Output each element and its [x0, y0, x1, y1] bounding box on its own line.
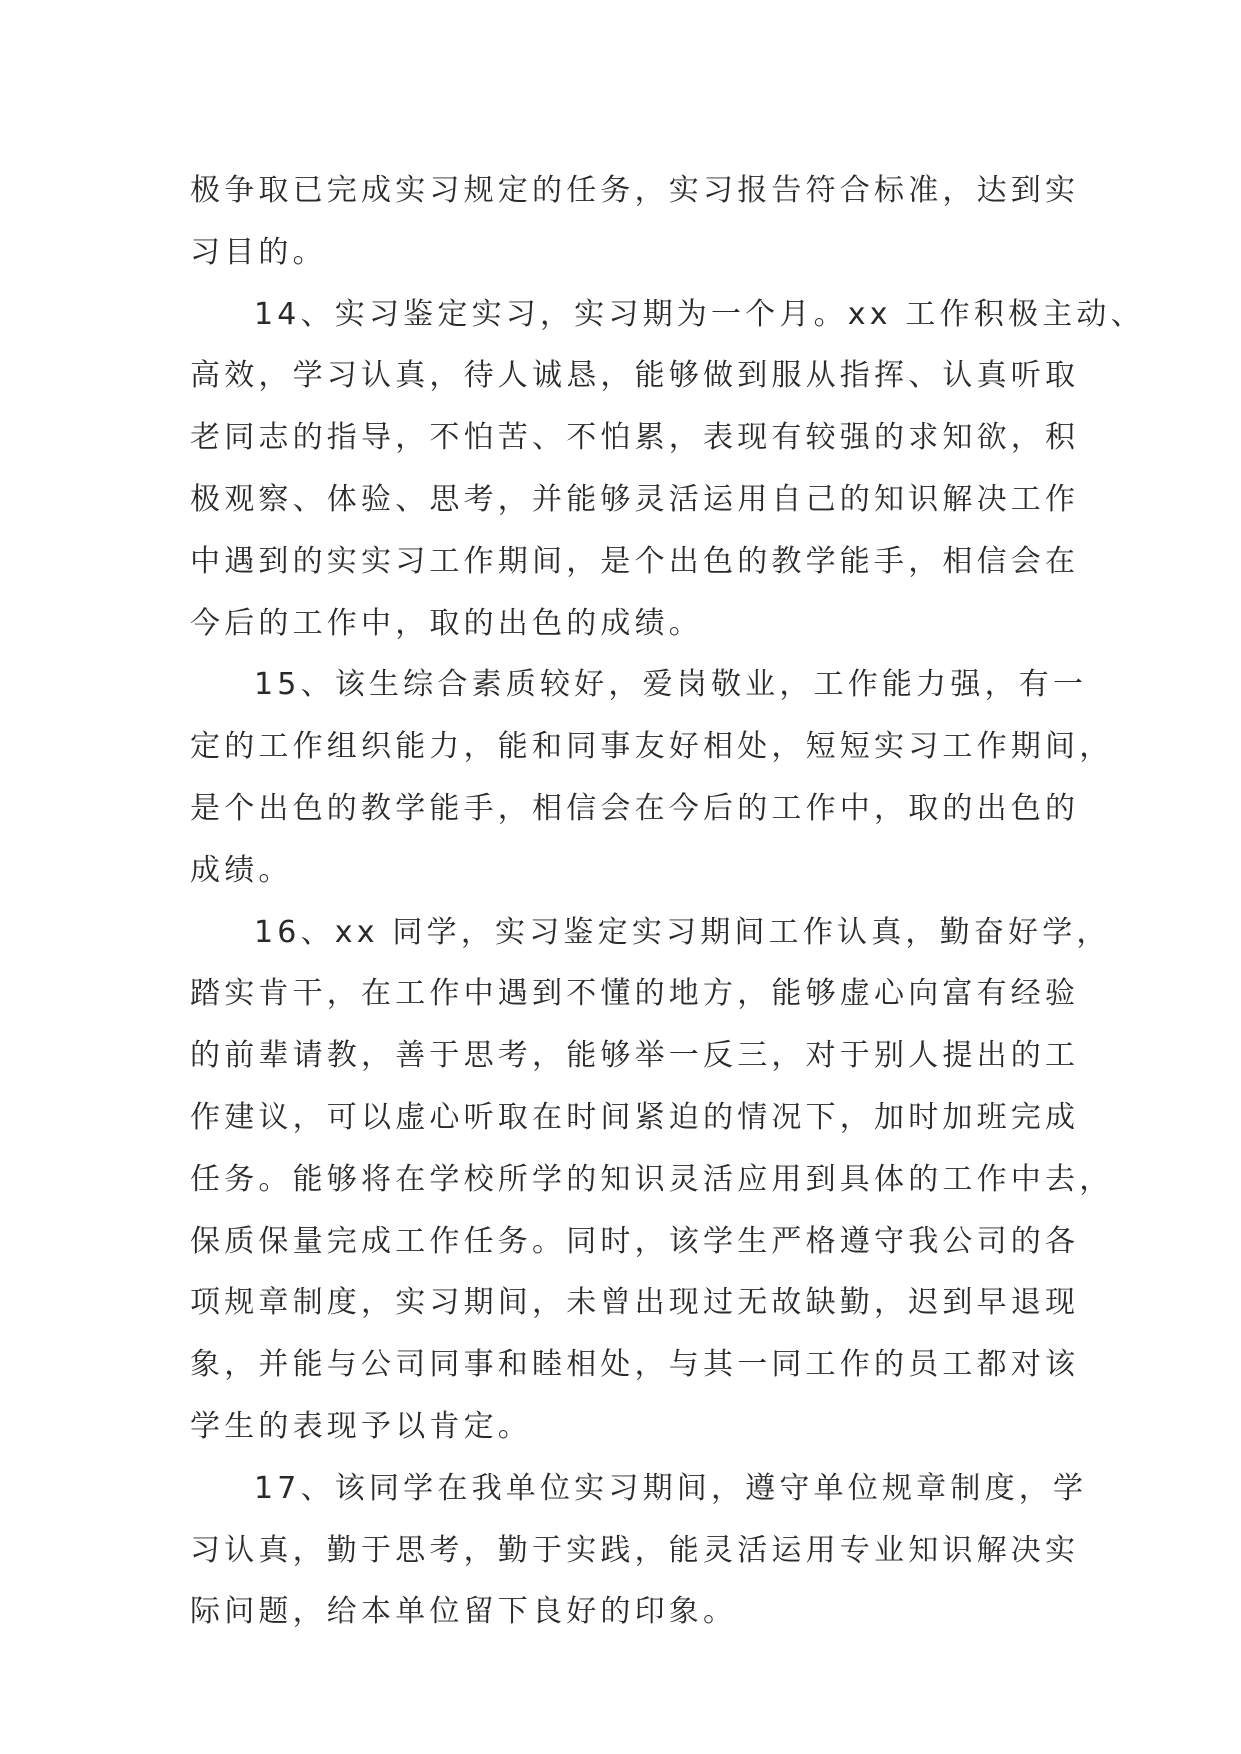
paragraph-first-line: 15、该生综合素质较好，爱岗敬业，工作能力强，有一 — [254, 667, 1088, 703]
text-line: 定的工作组织能力，能和同事友好相处，短短实习工作期间， — [190, 729, 1114, 765]
text-line: 作建议，可以虚心听取在时间紧迫的情况下，加时加班完成 — [190, 1099, 1080, 1135]
text-line: 成绩。 — [190, 852, 293, 888]
text-line: 习认真，勤于思考，勤于实践，能灵活运用专业知识解决实 — [190, 1532, 1080, 1568]
text-line: 保质保量完成工作任务。同时，该学生严格遵守我公司的各 — [190, 1223, 1080, 1259]
text-line: 中遇到的实实习工作期间，是个出色的教学能手，相信会在 — [190, 543, 1080, 579]
text-line: 极争取已完成实习规定的任务，实习报告符合标准，达到实 — [190, 173, 1080, 208]
text-line: 项规章制度，实习期间，未曾出现过无故缺勤，迟到早退现 — [190, 1285, 1080, 1321]
paragraph-first-line: 14、实习鉴定实习，实习期为一个月。xx 工作积极主动、 — [254, 296, 1145, 332]
text-line: 学生的表现予以肯定。 — [190, 1408, 532, 1444]
text-line: 际问题，给本单位留下良好的印象。 — [190, 1594, 738, 1630]
paragraph-first-line: 16、xx 同学，实习鉴定实习期间工作认真，勤奋好学， — [254, 914, 1111, 950]
text-line: 的前辈请教，善于思考，能够举一反三，对于别人提出的工 — [190, 1038, 1080, 1074]
text-line: 高效，学习认真，待人诚恳，能够做到服从指挥、认真听取 — [190, 358, 1080, 394]
text-line: 极观察、体验、思考，并能够灵活运用自己的知识解决工作 — [190, 481, 1080, 517]
document-body — [190, 160, 1145, 1643]
text-line: 老同志的指导，不怕苦、不怕累，表现有较强的求知欲，积 — [190, 420, 1080, 456]
text-line: 踏实肯干，在工作中遇到不懂的地方，能够虚心向富有经验 — [190, 976, 1080, 1012]
text-line: 任务。能够将在学校所学的知识灵活应用到具体的工作中去， — [190, 1161, 1114, 1197]
text-line: 是个出色的教学能手，相信会在今后的工作中，取的出色的 — [190, 790, 1080, 826]
text-line: 习目的。 — [190, 234, 327, 270]
paragraph-first-line: 17、该同学在我单位实习期间，遵守单位规章制度，学 — [254, 1470, 1088, 1506]
text-line: 象，并能与公司同事和睦相处，与其一同工作的员工都对该 — [190, 1347, 1080, 1383]
text-line: 今后的工作中，取的出色的成绩。 — [190, 605, 703, 641]
